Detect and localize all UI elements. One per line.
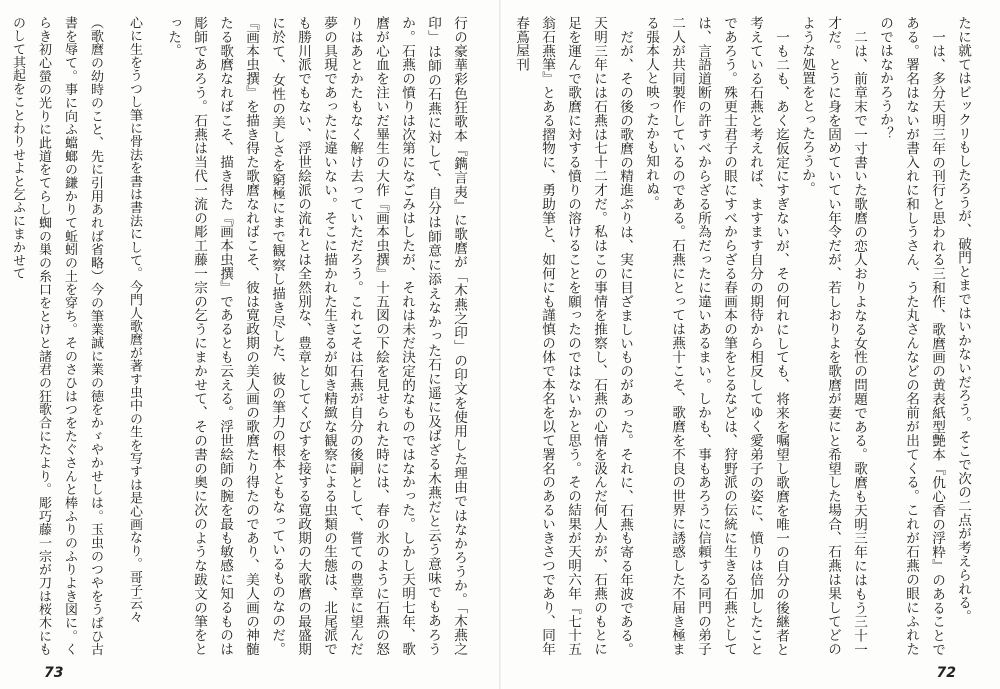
page-left-text-block: [10, 16, 472, 656]
paragraph: 行の豪華彩色狂歌本『鐫言夷』に歌麿が「木燕之印」の印文を使用した理由ではなかろうか。「木燕之印」は師の石燕に対して、自分は師意に添えなかった石に遥に及ばざる木燕だと云う意味でもあろうか。石燕の憤りは次第になごみはしたが、それは未だ決定的なものではなかった。しかし天明七年、歌麿が心血を注いだ畢生の大作『画本虫撰』十五図の下絵を見せられた時には、春の氷のように石燕の怒りはあとかたもなく解け去っていただろう。これこそは石燕が自分の後嗣として、嘗ての豊章に望んだ夢の具現であったに違いない。そこに描かれた生きるが如き精緻な観察による虫類の生態は、北尾派でも勝川派でもない、浮世絵派の流れとは全然別な、豊章としてくびすを接する寛政期の大歌麿の最盛期に於て、女性の美しさを窮極にまで観察し描き尽した、彼の筆力の根本ともなっているものなのだ。『画本虫撰』を描き得た歌麿なればこそ、彼は寛政期の美人画の歌麿たり得たのであり、美人画の神髄たる歌麿なればこそ、描き得た『画本虫撰』であるとも云える。浮世絵師の腕を最も敏感に知るものは彫師であろう。石燕は当代一流の彫工藤一宗の乞うにまかせて、その書の奥に次のような跋文の筆をとった。: [165, 16, 467, 656]
paragraph: 二は、前章末で一寸書いた歌麿の恋人おりよなる女性の問題である。歌麿も天明三年にはもう三十一才だ。とうに身を固めていてい年令だが、若しおりよを歌麿が妻にと希望した場合、石燕は果してどのような処置をとったろうか。: [799, 16, 867, 656]
paragraph: 一は、多分天明三年の刊行と思われる三和作、歌麿画の黄表紙型艶本『仇心香の浮粋』のあることである。署名はないが書入れに和しうさん、うた丸さんなどの名前が出てくる。これが石燕の眼にふれたのではなかろうか？: [877, 16, 945, 656]
paragraph: 一も二も、あく迄仮定にすぎないが、その何れにしても、将来を嘱望し歌麿を唯一の自分の後継者と考えている石燕と考えれば、ますます自分の期待から相反してゆく愛弟子の姿に、憤りは倍加したことであろう。殊更士君子の眼にすべからざる春画本の筆をとるなどは、狩野派の伝統に生きる石燕としては、言語道断の許すべからざる所為だったに違いあるまい。しかも、事もあろうに信頼する同門の弟子二人が共同製作しているのである。石燕にとっては燕十こそ、歌麿を不良の世界に誘惑した不届き極まる張本人と映ったかも知れぬ。: [643, 16, 789, 656]
quoted-passage: 心に生をうつし筆に骨法を書は書法にして。今門人歌麿が著す虫中の生を写すは是心画なり。哥子云々: [127, 16, 142, 624]
page-number: 72: [936, 665, 956, 681]
page-right-text-block: [513, 16, 976, 656]
paragraph: だが、その後の歌麿の精進ぶりは、実に目ざましいものがあった。それに、石燕も寄る年波である。天明三年には石燕は七十二才だ。私はこの事情を推察し、石燕の心情を汲んだ何人かが、石燕のもとに足を運んで歌麿に対する憤りの溶けることを願ったのではないかと思う。その結果が天明六年『七十五翁石燕筆』とある摺物に、勇助筆と、如何にも謹慎の体で本名を以て署名のあるいきさつであり、同年春蔦屋刊: [513, 16, 633, 656]
paragraph: たに就てはビックリもしたろうが、破門とまではいかないだろう。そこで次の二点が考えられる。: [955, 16, 971, 624]
page-right: [500, 0, 1000, 689]
page-number: 73: [44, 665, 64, 681]
quoted-passage-continued: （歌麿の幼時のこと、先に引用あれば省略）今の筆業誠に業の徳をかゞやかせしは。玉虫のつやをうばひ古書を辱て。事に向ふ蟷螂の鎌かりて蚯蚓の土を穿ち。そのさひはつをたぐさんと棒ふりのふりよき図に。くらき初心螢の光りに此道をてらし蜘の巣の糸口をとけと諸君の狂歌合にたより。彫巧藤一宗が刀は桜木にものして其起をことわりせよと乞ふにまかせて: [10, 16, 103, 656]
